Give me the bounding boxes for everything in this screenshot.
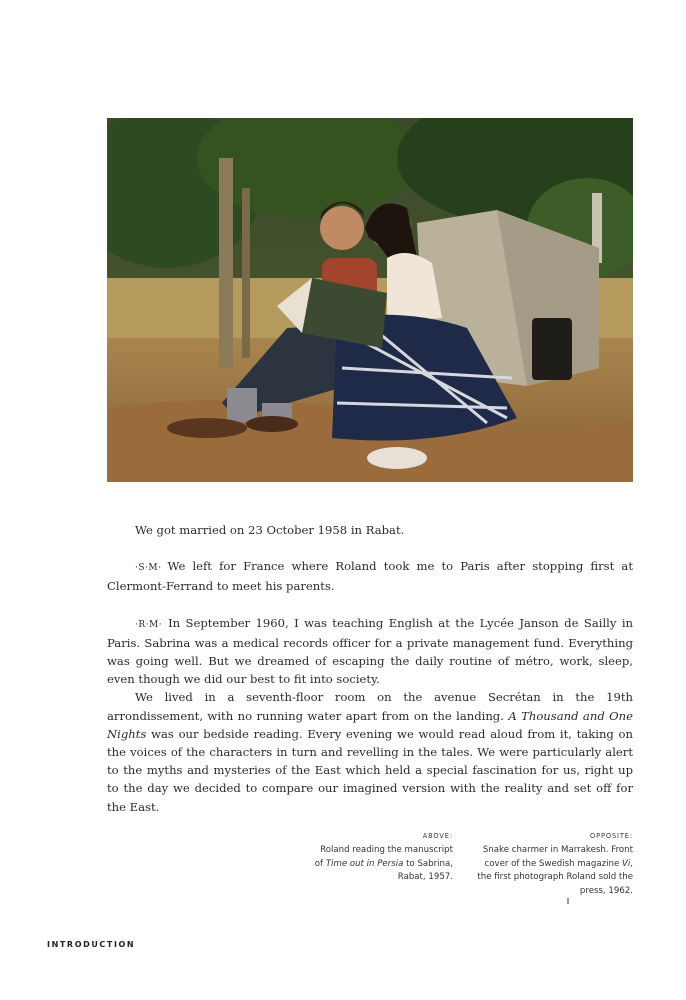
caption-above-label: ABOVE:	[422, 832, 453, 840]
caption-opposite	[476, 830, 633, 898]
paragraph-rm-paris	[107, 614, 633, 689]
caption-above-text	[310, 844, 453, 884]
paragraph-rm-text: In September 1960, I was teaching English at the Lycée Janson de Sailly in Paris. Sabrina was a medical records officer for a private management fund. Everything was going well. But we dreamed of escaping the daily routine of métro, work, sleep, even though we did our best to fit into society.	[107, 615, 633, 687]
margin-mark	[567, 898, 569, 904]
paragraph-secretan	[107, 688, 633, 815]
caption-above-text-a: Roland reading the manuscript of	[314, 845, 453, 869]
paragraph-secretan-a: We lived in a seventh-floor room on the avenue Secrétan in the 19th arrondissement, with no running water apart from on the landing.	[107, 690, 633, 723]
speaker-sm: ·S·M·	[135, 563, 162, 574]
book-title: A Thousand and One Nights	[107, 708, 633, 741]
caption-opposite-text	[476, 844, 633, 898]
caption-opposite-text-a: Snake charmer in Marrakesh. Front cover of the Swedish magazine	[482, 845, 633, 869]
section-footer: INTRODUCTION	[47, 940, 136, 949]
paragraph-secretan-b: was our bedside reading. Every evening we would read aloud from it, taking on the voices of the characters in turn and revelling in the tales. We were particularly alert to the myths and mysteries of the East which held a special fascination for us, right up to the day we decided to compare our imagined version with the reality and set off for the East.	[107, 726, 633, 814]
paragraph-sm-text: We left for France where Roland took me to Paris after stopping first at Clermont-Ferrand to meet his parents.	[107, 559, 633, 594]
caption-above	[310, 830, 453, 885]
caption-opposite-title: Vi	[621, 858, 631, 869]
speaker-rm: ·R·M·	[135, 619, 163, 630]
caption-opposite-text-b: , the first photograph Roland sold the press, 1962.	[477, 858, 633, 896]
caption-above-text-b: to Sabrina, Rabat, 1957.	[397, 858, 453, 883]
body-text	[107, 521, 633, 816]
caption-opposite-label: OPPOSITE:	[590, 832, 633, 840]
paragraph-wedding: We got married on 23 October 1958 in Rabat.	[135, 523, 405, 537]
paragraph-sm-france	[107, 557, 633, 595]
caption-above-title: Time out in Persia	[325, 858, 404, 869]
couple-reading-photo	[107, 118, 633, 482]
